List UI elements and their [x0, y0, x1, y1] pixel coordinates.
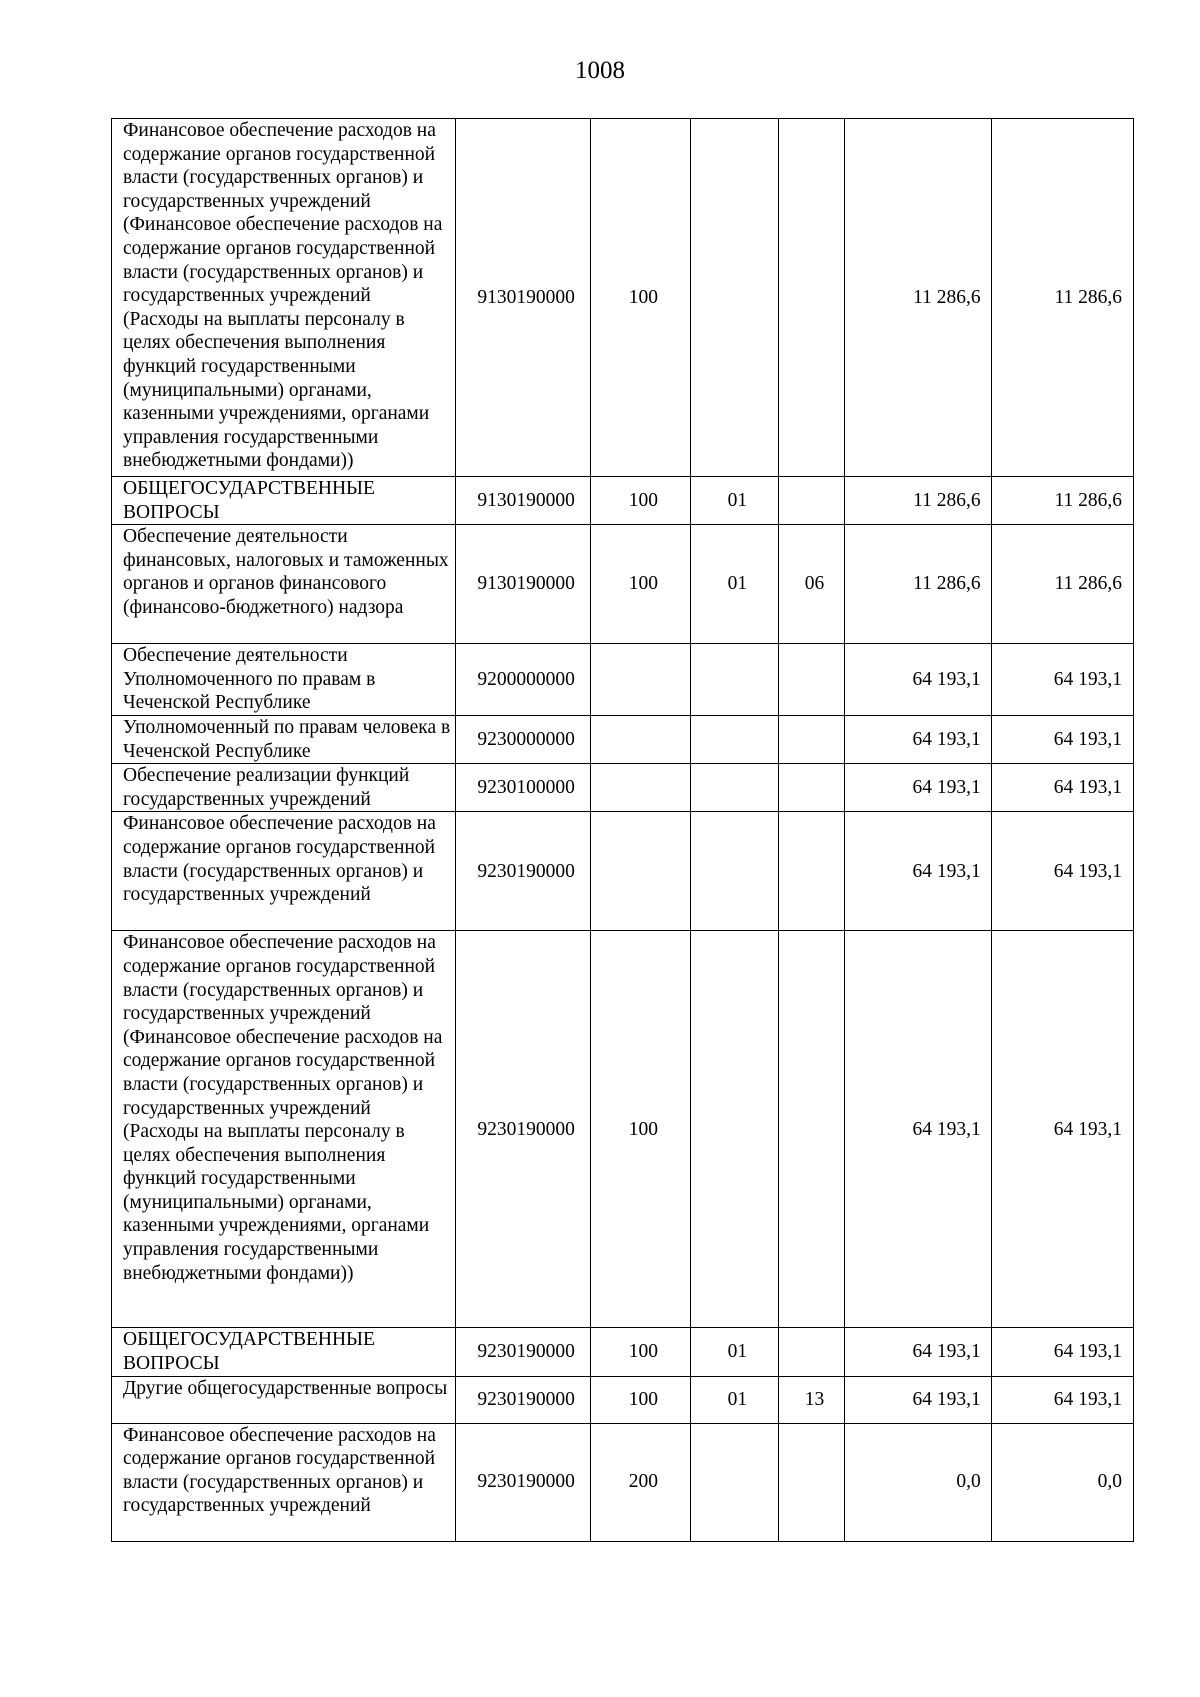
- cell-vr: 200: [590, 1423, 690, 1541]
- table-row: [112, 1328, 1134, 1376]
- cell-rz: [690, 931, 778, 1328]
- cell-sum1: 11 286,6: [845, 525, 992, 644]
- cell-vr: 100: [590, 477, 690, 525]
- cell-rz: 01: [690, 1328, 778, 1376]
- cell-sum2: 64 193,1: [991, 1328, 1133, 1376]
- cell-pr: [778, 812, 844, 931]
- table-row: [112, 644, 1134, 716]
- cell-csr: 9230190000: [456, 931, 591, 1328]
- cell-sum1: 64 193,1: [845, 644, 992, 716]
- cell-name: Финансовое обеспечение расходов на содержание органов государственной власти (государственных органов) и государственных учреждений: [112, 1423, 456, 1541]
- cell-csr: 9130190000: [456, 119, 591, 477]
- cell-sum2: 64 193,1: [991, 764, 1133, 812]
- table-row: [112, 812, 1134, 931]
- cell-pr: 13: [778, 1376, 844, 1423]
- cell-sum2: 64 193,1: [991, 812, 1133, 931]
- cell-rz: [690, 812, 778, 931]
- budget-table-body: [112, 119, 1134, 1542]
- cell-pr: [778, 1328, 844, 1376]
- cell-rz: 01: [690, 525, 778, 644]
- cell-sum2: 64 193,1: [991, 644, 1133, 716]
- table-row: [112, 931, 1134, 1328]
- table-row: [112, 525, 1134, 644]
- budget-table: [111, 118, 1134, 1542]
- cell-sum1: 64 193,1: [845, 1328, 992, 1376]
- table-row: [112, 715, 1134, 763]
- cell-sum1: 64 193,1: [845, 764, 992, 812]
- cell-pr: [778, 931, 844, 1328]
- cell-vr: 100: [590, 525, 690, 644]
- cell-csr: 9200000000: [456, 644, 591, 716]
- table-row: [112, 1423, 1134, 1541]
- cell-sum2: 0,0: [991, 1423, 1133, 1541]
- cell-rz: [690, 644, 778, 716]
- table-row: [112, 764, 1134, 812]
- cell-vr: 100: [590, 119, 690, 477]
- cell-name: Обеспечение деятельности финансовых, налоговых и таможенных органов и органов финансового (финансово-бюджетного) надзора: [112, 525, 456, 644]
- cell-csr: 9230190000: [456, 1328, 591, 1376]
- cell-csr: 9130190000: [456, 525, 591, 644]
- cell-name: Уполномоченный по правам человека в Чеченской Республике: [112, 715, 456, 763]
- cell-pr: [778, 764, 844, 812]
- cell-pr: [778, 119, 844, 477]
- cell-vr: 100: [590, 931, 690, 1328]
- cell-name: Обеспечение реализации функций государственных учреждений: [112, 764, 456, 812]
- cell-csr: 9230190000: [456, 812, 591, 931]
- cell-sum1: 11 286,6: [845, 119, 992, 477]
- cell-pr: [778, 477, 844, 525]
- cell-rz: [690, 764, 778, 812]
- cell-sum2: 64 193,1: [991, 931, 1133, 1328]
- cell-sum1: 0,0: [845, 1423, 992, 1541]
- cell-sum2: 11 286,6: [991, 477, 1133, 525]
- cell-rz: 01: [690, 1376, 778, 1423]
- cell-sum1: 64 193,1: [845, 715, 992, 763]
- cell-vr: [590, 812, 690, 931]
- cell-sum1: 64 193,1: [845, 812, 992, 931]
- cell-pr: [778, 715, 844, 763]
- cell-vr: [590, 644, 690, 716]
- cell-vr: [590, 715, 690, 763]
- cell-name: ОБЩЕГОСУДАРСТВЕННЫЕ ВОПРОСЫ: [112, 477, 456, 525]
- cell-rz: [690, 715, 778, 763]
- page-number: 1008: [575, 57, 625, 84]
- cell-sum2: 64 193,1: [991, 715, 1133, 763]
- cell-pr: [778, 1423, 844, 1541]
- cell-name: Финансовое обеспечение расходов на содержание органов государственной власти (государственных органов) и государственных учреждений (Финансовое обеспечение расходов на содержание органов государственной власти (государственных органов) и государственных учреждений (Расходы на выплаты персоналу в целях обеспечения выполнения функций государственными (муниципальными) органами, казенными учреждениями, органами управления государственными внебюджетными фондами)): [112, 931, 456, 1328]
- cell-vr: 100: [590, 1376, 690, 1423]
- cell-vr: 100: [590, 1328, 690, 1376]
- cell-sum1: 11 286,6: [845, 477, 992, 525]
- cell-rz: [690, 1423, 778, 1541]
- cell-csr: 9230190000: [456, 1376, 591, 1423]
- table-row: [112, 119, 1134, 477]
- cell-name: ОБЩЕГОСУДАРСТВЕННЫЕ ВОПРОСЫ: [112, 1328, 456, 1376]
- cell-rz: 01: [690, 477, 778, 525]
- cell-csr: 9230100000: [456, 764, 591, 812]
- cell-csr: 9230190000: [456, 1423, 591, 1541]
- cell-pr: 06: [778, 525, 844, 644]
- cell-name: Финансовое обеспечение расходов на содержание органов государственной власти (государственных органов) и государственных учреждений (Финансовое обеспечение расходов на содержание органов государственной власти (государственных органов) и государственных учреждений (Расходы на выплаты персоналу в целях обеспечения выполнения функций государственными (муниципальными) органами, казенными учреждениями, органами управления государственными внебюджетными фондами)): [112, 119, 456, 477]
- cell-csr: 9130190000: [456, 477, 591, 525]
- table-row: [112, 1376, 1134, 1423]
- cell-sum1: 64 193,1: [845, 1376, 992, 1423]
- cell-name: Финансовое обеспечение расходов на содержание органов государственной власти (государственных органов) и государственных учреждений: [112, 812, 456, 931]
- cell-name: Другие общегосударственные вопросы: [112, 1376, 456, 1423]
- cell-pr: [778, 644, 844, 716]
- cell-sum2: 11 286,6: [991, 119, 1133, 477]
- cell-vr: [590, 764, 690, 812]
- cell-sum2: 11 286,6: [991, 525, 1133, 644]
- cell-sum2: 64 193,1: [991, 1376, 1133, 1423]
- cell-csr: 9230000000: [456, 715, 591, 763]
- cell-name: Обеспечение деятельности Уполномоченного по правам в Чеченской Республике: [112, 644, 456, 716]
- cell-rz: [690, 119, 778, 477]
- table-row: [112, 477, 1134, 525]
- cell-sum1: 64 193,1: [845, 931, 992, 1328]
